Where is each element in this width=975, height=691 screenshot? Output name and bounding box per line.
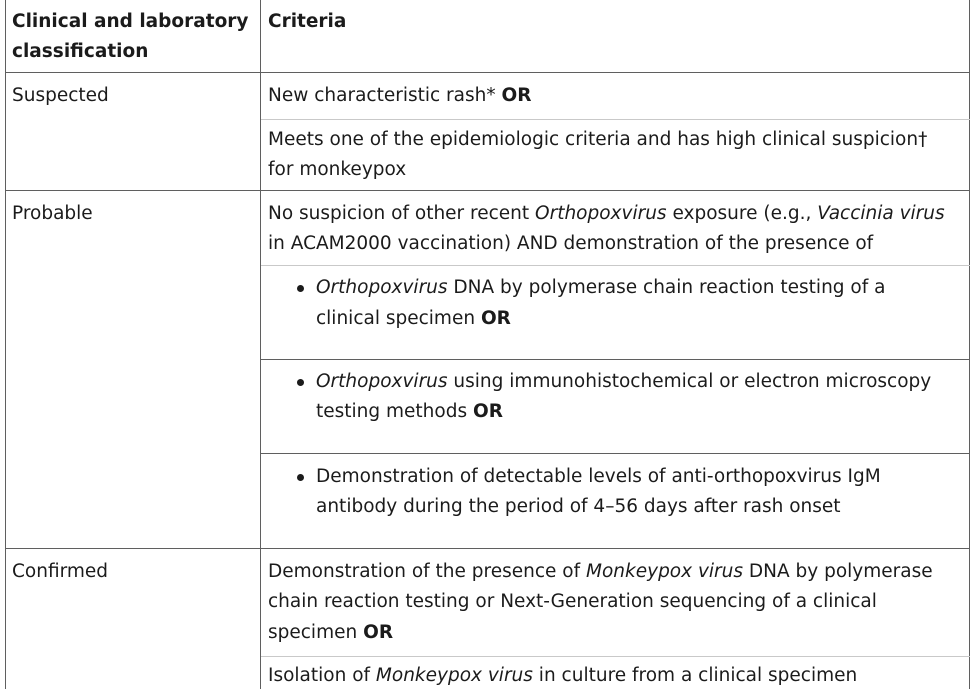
probable-intro-divider xyxy=(261,265,970,266)
probable-bullet2-conj: OR xyxy=(472,401,503,422)
header-criteria: Criteria xyxy=(268,11,347,32)
probable-intro-part-a: No suspicion of other recent xyxy=(268,203,536,224)
table-right-border xyxy=(969,0,970,689)
probable-bullet1-part-a: Orthopoxvirus xyxy=(316,277,448,298)
probable-intro-line1 xyxy=(268,199,945,229)
column-divider xyxy=(260,0,261,689)
suspected-criterion-2-line2: for monkeypox xyxy=(268,159,407,180)
confirmed-criterion-1-line3 xyxy=(268,618,393,648)
suspected-criterion-1 xyxy=(268,81,531,111)
row-label-confirmed: Confirmed xyxy=(12,561,109,582)
probable-bullet3-line1: Demonstration of detectable levels of anti-orthopoxvirus IgM xyxy=(316,466,881,487)
bullet-dot xyxy=(297,285,304,292)
probable-bullet3-line2: antibody during the period of 4–56 days after rash onset xyxy=(316,496,841,517)
header-classification-line1: Clinical and laboratory xyxy=(12,11,249,32)
suspected-criterion-1-text: New characteristic rash* xyxy=(268,85,496,106)
confirmed-criterion-1-part-b: Monkeypox virus xyxy=(586,561,744,582)
confirmed-criterion-2-part-a: Isolation of xyxy=(268,665,376,686)
confirmed-criterion-1-line2: chain reaction testing or Next-Generation sequencing of a clinical xyxy=(268,591,877,612)
probable-bullet2-part-c: testing methods xyxy=(316,401,473,422)
probable-bullet2-line1 xyxy=(316,367,931,397)
probable-bullet1-line2 xyxy=(316,304,511,334)
confirmed-criterion-1-line1 xyxy=(268,557,933,587)
probable-intro-part-c: exposure (e.g., xyxy=(666,203,818,224)
row-label-suspected: Suspected xyxy=(12,85,109,106)
bullet-dot xyxy=(297,379,304,386)
suspected-inner-divider xyxy=(261,119,970,120)
suspected-criterion-2-line1: Meets one of the epidemiologic criteria and has high clinical suspicion† xyxy=(268,129,928,150)
suspected-criterion-1-conj: OR xyxy=(501,85,532,106)
probable-bullet2-part-a: Orthopoxvirus xyxy=(316,371,448,392)
row-label-probable: Probable xyxy=(12,203,93,224)
confirmed-criterion-2-part-b: Monkeypox virus xyxy=(375,665,533,686)
probable-intro-line2: in ACAM2000 vaccination) AND demonstration of the presence of xyxy=(268,233,874,254)
confirmed-criterion-1-part-c: DNA by polymerase xyxy=(743,561,933,582)
confirmed-criterion-1-part-d: specimen xyxy=(268,622,364,643)
probable-bullet1-conj: OR xyxy=(480,308,511,329)
probable-intro-part-d: Vaccinia virus xyxy=(817,203,945,224)
confirmed-inner-divider xyxy=(261,656,970,657)
probable-intro-part-b: Orthopoxvirus xyxy=(535,203,667,224)
probable-bullet2-part-b: using immunohistochemical or electron microscopy xyxy=(447,371,932,392)
confirmed-criterion-1-part-a: Demonstration of the presence of xyxy=(268,561,587,582)
probable-bullet1-part-c: clinical specimen xyxy=(316,308,481,329)
probable-bullet1-part-b: DNA by polymerase chain reaction testing of a xyxy=(447,277,886,298)
table-left-border xyxy=(5,0,6,689)
suspected-bottom-border xyxy=(5,190,970,191)
probable-bottom-border xyxy=(5,548,970,549)
probable-bullet2-line2 xyxy=(316,397,503,427)
probable-bullet1-divider xyxy=(261,359,970,360)
header-bottom-border xyxy=(5,72,970,73)
probable-bullet2-divider xyxy=(261,453,970,454)
confirmed-criterion-2-line1 xyxy=(268,661,857,691)
header-classification-line2: classification xyxy=(12,41,149,62)
confirmed-criterion-1-conj: OR xyxy=(363,622,394,643)
probable-bullet1-line1 xyxy=(316,273,885,303)
bullet-dot xyxy=(297,474,304,481)
confirmed-criterion-2-part-c: in culture from a clinical specimen xyxy=(532,665,858,686)
